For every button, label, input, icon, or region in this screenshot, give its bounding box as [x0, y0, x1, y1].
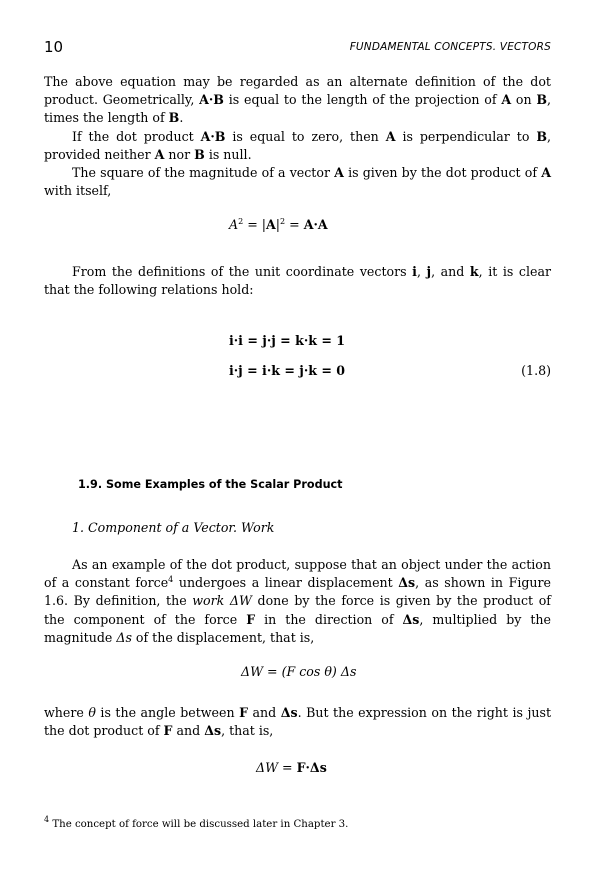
text-run: The square of the magnitude of a vector	[72, 165, 335, 181]
text-run: As an example of the dot product, suppose that an object under the	[72, 557, 508, 572]
page-number: 10	[44, 38, 64, 56]
vector-symbol: Δs	[398, 575, 416, 591]
footnote-text: The concept of force will be discussed later in Chapter 3.	[49, 819, 349, 830]
text-run: , times the length of	[44, 92, 552, 126]
text-run: , that is,	[221, 723, 274, 739]
equation-square-magnitude	[229, 217, 328, 232]
eq-symbol: A	[229, 217, 239, 232]
text-run: is the angle between	[95, 705, 240, 720]
vector-symbol: B	[168, 110, 180, 126]
equation-number: (1.8)	[521, 363, 551, 378]
paragraph-dot-product-work	[44, 704, 551, 740]
para4-text	[44, 263, 551, 299]
eq-superscript: 2	[238, 217, 244, 226]
vector-symbol: F	[246, 611, 256, 627]
text-run: is null.	[204, 146, 252, 162]
text-run: , and	[431, 264, 470, 279]
text-run: From the definitions of the unit coordinate vectors	[72, 264, 413, 279]
vector-symbol: A	[334, 165, 344, 181]
text-run: ,	[416, 264, 427, 279]
para5-text	[44, 556, 551, 647]
text-run: by the magnitude	[44, 611, 551, 645]
text-run: , it is clear	[478, 264, 551, 279]
italic-term: work ΔW	[192, 593, 252, 609]
eq-superscript: 2	[280, 217, 286, 226]
equation-work-cosine: ΔW = (F cos θ) Δs	[241, 664, 357, 679]
vector-symbol: F	[163, 723, 173, 739]
text-run: done by the force is given by the	[251, 593, 478, 609]
text-run: and	[172, 723, 205, 739]
text-run: The above equation may be regarded as an alternate definition of the dot	[44, 74, 551, 89]
text-run: Figure 1.6. By definition, the	[44, 575, 552, 609]
text-run: is perpendicular to	[395, 128, 537, 144]
scalar-symbol: Δs	[116, 629, 132, 645]
vector-symbol: j	[426, 264, 432, 279]
text-run: provided neither	[44, 146, 155, 162]
text-run: on	[515, 92, 537, 108]
equation-unit-dot-zero: i·j = i·k = j·k = 0	[229, 363, 346, 378]
vector-symbol: k	[469, 264, 479, 279]
text-run: If the dot product	[72, 128, 201, 144]
text-run: just the dot product of	[44, 705, 552, 739]
para2-text	[44, 128, 551, 164]
paragraph-unit-vectors	[44, 263, 551, 299]
eq-operator: |	[275, 217, 281, 232]
eq-operator: =	[285, 217, 304, 232]
paragraph-work-example	[44, 556, 551, 647]
text-run: . But the expression on the right is	[297, 705, 523, 720]
equation-work-dot	[256, 760, 327, 775]
vector-symbol: B	[536, 128, 547, 144]
vector-symbol: A·B	[199, 92, 224, 108]
vector-symbol: A	[266, 217, 276, 232]
text-run: and	[248, 705, 281, 720]
paragraph-dot-product-definition	[44, 73, 551, 200]
text-run: nor	[164, 146, 195, 162]
running-head: FUNDAMENTAL CONCEPTS. VECTORS	[349, 41, 551, 53]
vector-symbol: A·B	[200, 128, 226, 144]
text-run: is equal to zero, then	[225, 128, 386, 144]
text-run: , as shown in	[415, 575, 504, 591]
para1-text	[44, 73, 551, 128]
section-heading: 1.9. Some Examples of the Scalar Product	[78, 478, 343, 491]
text-run: ,	[546, 128, 551, 144]
vector-symbol: A	[154, 146, 165, 162]
vector-symbol: Δs	[204, 723, 222, 739]
text-run: , multiplied	[419, 611, 498, 627]
para6-text	[44, 704, 551, 740]
vector-symbol: Δs	[402, 611, 420, 627]
text-run: is given by the dot product of	[343, 165, 538, 181]
vector-symbol: F	[239, 705, 249, 720]
para3-text	[44, 164, 551, 200]
text-run: that the following relations hold:	[44, 282, 254, 298]
eq-operator: =	[278, 760, 297, 775]
vector-symbol: i	[412, 264, 417, 279]
scalar-symbol: θ	[88, 705, 96, 720]
text-run: action of a constant force	[44, 557, 551, 591]
eq-symbol: ΔW	[256, 760, 279, 775]
equation-unit-dot-one: i·i = j·j = k·k = 1	[229, 333, 346, 348]
vector-product: A·A	[303, 217, 328, 232]
text-run: .	[179, 110, 184, 126]
text-run: where	[44, 705, 89, 720]
text-run: with itself,	[44, 183, 112, 199]
vector-product: F·Δs	[296, 760, 327, 775]
footnote	[44, 815, 349, 830]
vector-symbol: A	[541, 165, 551, 181]
vector-symbol: B	[194, 146, 205, 162]
subsection-heading: 1. Component of a Vector. Work	[72, 520, 275, 535]
text-run: in the direction of	[255, 611, 403, 627]
text-run: product. Geometrically,	[44, 92, 200, 108]
vector-symbol: A	[501, 92, 512, 108]
text-run: of the displacement, that is,	[131, 629, 315, 645]
footnote-marker: 4	[168, 575, 174, 585]
footnote-marker: 4	[44, 815, 50, 824]
eq-operator: = |	[243, 217, 267, 232]
text-run: is equal to the length of the projection of	[223, 92, 502, 108]
text-run: undergoes a linear displacement	[173, 575, 399, 591]
text-run: product of the component of the force	[44, 593, 551, 627]
vector-symbol: A	[385, 128, 396, 144]
vector-symbol: B	[536, 92, 547, 108]
vector-symbol: Δs	[280, 705, 298, 720]
